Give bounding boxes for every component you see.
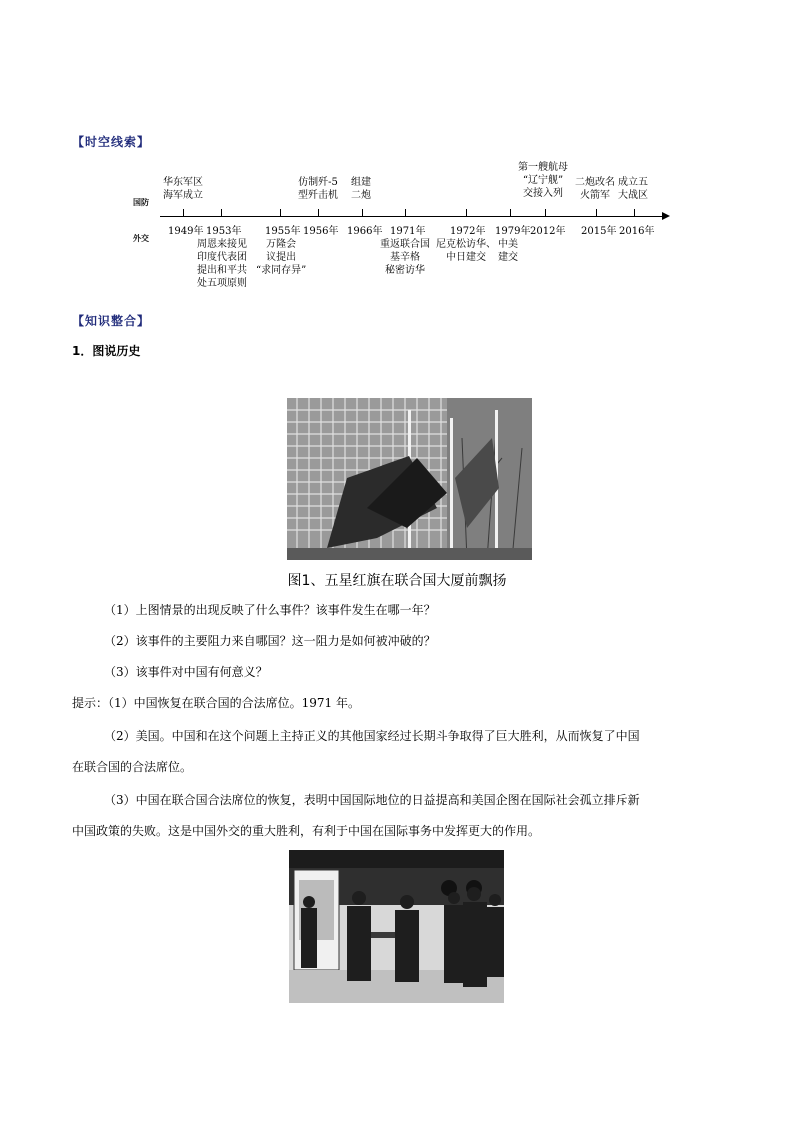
timeline-year: 1979年 <box>495 226 531 237</box>
timeline-event-defense: 组建 二炮 <box>351 177 371 201</box>
figure1-caption: 图1、五星红旗在联合国大厦前飘扬 <box>287 573 507 589</box>
timeline-event-defense: 二炮改名 火箭军 <box>575 177 615 201</box>
timeline-tick <box>183 209 184 216</box>
section-heading-knowledge: 【知识整合】 <box>72 314 151 328</box>
timeline-axis <box>160 216 664 217</box>
timeline-arrow-icon <box>662 212 670 220</box>
timeline-year: 1966年 <box>347 226 383 237</box>
timeline-tick <box>280 209 281 216</box>
timeline-tick <box>596 209 597 216</box>
subsection-title: 1．图说历史 <box>72 344 141 358</box>
timeline-event-diplomacy: 中美 建交 <box>498 239 518 263</box>
timeline-tick <box>634 209 635 216</box>
section-heading-timeline: 【时空线索】 <box>72 135 151 149</box>
answer-1: 提示：（1）中国恢复在联合国的合法席位。1971 年。 <box>72 696 360 710</box>
answer-2-line2: 在联合国的合法席位。 <box>72 760 193 774</box>
timeline-event-diplomacy: 万隆会 议提出 “求同存异” <box>256 239 307 276</box>
timeline-year: 2015年 <box>581 226 617 237</box>
timeline-tick <box>318 209 319 216</box>
timeline-tick <box>510 209 511 216</box>
timeline-tick <box>466 209 467 216</box>
timeline-year: 1949年 <box>168 226 204 237</box>
timeline-event-diplomacy: 重返联合国 基辛格 秘密访华 <box>380 239 430 276</box>
photo-un-flags <box>287 398 532 560</box>
answer-2-line1: （2）美国。中国和在这个问题上主持正义的其他国家经过长期斗争取得了巨大胜利，从而恢复了中国 <box>104 729 640 743</box>
timeline-tick <box>362 209 363 216</box>
timeline-year: 1971年 <box>390 226 426 237</box>
timeline-year: 1953年 <box>206 226 242 237</box>
timeline-event-diplomacy: 尼克松访华、 中日建交 <box>436 239 496 263</box>
question-3: （3）该事件对中国有何意义？ <box>104 665 268 679</box>
question-2: （2）该事件的主要阻力来自哪国？这一阻力是如何被冲破的？ <box>104 634 436 648</box>
answer-3-line2: 中国政策的失败。这是中国外交的重大胜利，有利于中国在国际事务中发挥更大的作用。 <box>72 824 541 838</box>
timeline-tick <box>405 209 406 216</box>
timeline-event-defense: 第一艘航母 “辽宁舰” 交接入列 <box>518 162 568 199</box>
timeline-year: 1972年 <box>450 226 486 237</box>
timeline-event-defense: 仿制歼-5 型歼击机 <box>298 177 338 201</box>
timeline-event-diplomacy: 周恩来接见 印度代表团 提出和平共 处五项原则 <box>197 239 247 289</box>
timeline-label-defense: 国防 <box>133 197 149 207</box>
question-1: （1）上图情景的出现反映了什么事件？该事件发生在哪一年？ <box>104 603 436 617</box>
timeline-year: 1956年 <box>303 226 339 237</box>
photo-handshake <box>289 850 504 1003</box>
timeline-year: 1955年 <box>265 226 301 237</box>
timeline-event-defense: 成立五 大战区 <box>618 177 648 201</box>
handshake-image <box>289 850 504 1003</box>
timeline-event-defense: 华东军区 海军成立 <box>163 177 203 201</box>
answer-3-line1: （3）中国在联合国合法席位的恢复，表明中国国际地位的日益提高和美国企图在国际社会孤立排斥新 <box>104 793 640 807</box>
timeline-year: 2016年 <box>619 226 655 237</box>
un-flags-image <box>287 398 532 560</box>
timeline-tick <box>545 209 546 216</box>
timeline-year: 2012年 <box>530 226 566 237</box>
timeline-label-diplomacy: 外交 <box>133 233 149 243</box>
timeline <box>0 162 794 289</box>
timeline-tick <box>221 209 222 216</box>
